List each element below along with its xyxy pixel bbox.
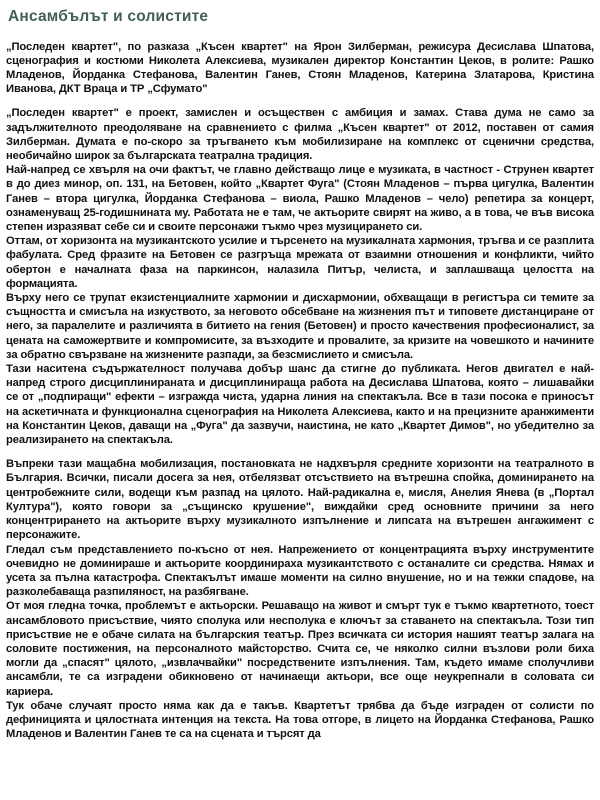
paragraph: „Последен квартет", по разказа „Късен квартет" на Ярон Зилберман, режисура Десислава Шпатова, сценография и костюми Николета Алексиева, музикален директор Константин Цеков, в ролите: Рашко Младенов, Йорданка Стефанова, Валентин Ганев, Стоян Младенов, Катерина Златарова, Кристина Иванова, ДКТ Враца и ТР „Сфумато" [6, 40, 594, 96]
paragraph: Въпреки тази мащабна мобилизация, постановката не надхвърля средните хоризонти на театралното в България. Всички, писали досега за нея, отбелязват отсъствието на вътрешна спойка, доминирането на центробежните сили, водещи към разпад на цялото. Най-радикална е, мисля, Анелия Янева (в „Портал Култура"), която говори за „същинско крушение", виждайки сред основните причини за него концентрирането на актьорите върху музикалното изпълнение и липсата на вътрешен ангажимент с персонажите. [6, 458, 594, 542]
paragraph: Гледал съм представлението по-късно от нея. Напрежението от концентрацията върху инструментите очевидно не доминираше и актьорите координираха музикантството с останалите си средства. Нямах и усета за пълна катастрофа. Спектакълът имаше моменти на силно внушение, но и на тежки спадове, на разколебаваща разпиляност, на разбягване. [6, 543, 594, 599]
paragraph: Тук обаче случаят просто няма как да е такъв. Квартетът трябва да бъде изграден от солисти по дефиницията и цялостната интенция на текста. На това отгоре, в лицето на Йорданка Стефанова, Рашко Младенов и Валентин Ганев те са на сцената и търсят да [6, 699, 594, 741]
paragraph: От моя гледна точка, проблемът е актьорски. Решаващо на живот и смърт тук е тъкмо квартетното, тоест ансамбловото присъствие, чиято сполука или несполука е ключът за ставането на спектакъла. Този тип присъствие не е обаче силата на българския театър. През всичката си история нашият театър залага на соловите постижения, на персоналното майсторство. Счита се, че няколко силни възлови роли биха могли да „спасят" цялото, „извлачвайки" посредствените изпълнения. Там, където имаме сполучливи ансамбли, те са изградени обикновено от начинаещи актьори, все още неукрепнали в соловата си кариера. [6, 600, 594, 698]
paragraph: Върху него се трупат екзистенциалните хармонии и дисхармонии, обхващащи в регистъра си темите за същността и смисъла на изкуството, за неговото обсебване на жизнения път и типовете дистанциране от него, за паралелите и различията в битието на гения (Бетовен) и просто качествения професионалист, за цената на саможертвите и компромисите, за възходите и провалите, за кризите на човешкото и начините за обратно свързване на жизнените разпади, за безсмислието и смисъла. [6, 292, 594, 361]
paragraph: „Последен квартет" е проект, замислен и осъществен с амбиция и замах. Става дума не само за задължителното преодоляване на сравнението с филма „Късен квартет" от 2012, поставен от самия Зилберман. Думата е по-скоро за тръгването към мобилизиране на комплекс от сценични средства, необичайно широк за българската театрална традиция. [6, 107, 594, 163]
article-body [6, 40, 594, 742]
paragraph: Тази наситена съдържателност получава добър шанс да стигне до публиката. Негов двигател е най-напред строго дисциплинираната и дисциплинираща работа на Десислава Шпатова, която – лишавайки се от „подпиращи" ефекти – изгражда чиста, ударна линия на спектакъла. Все в тази посока е приносът на аскетичната и функционална сценография на Николета Алексиева, както и на прецизните аранжименти на Константин Цеков, даващи на „Фуга" да зазвучи, наистина, не като „Квартет Димов", но убедително за реализирането на спектакъла. [6, 363, 594, 447]
page-title: Ансамбълът и солистите [8, 8, 209, 25]
paragraph: Най-напред се хвърля на очи фактът, че главно действащо лице е музиката, в частност - Струнен квартет в до диез минор, оп. 131, на Бетовен, който „Квартет Фуга" (Стоян Младенов – първа цигулка, Валентин Ганев – втора цигулка, Йорданка Стефанова – виола, Рашко Младенов – чело) репетира за концерт, ознаменуващ 25-годишнината му. Работата не е там, че актьорите свирят на живо, а в това, че във висока степен изразяват себе си и своите персонажи тъкмо чрез музицирането си. [6, 164, 594, 234]
paragraph: Оттам, от хоризонта на музикантското усилие и търсенето на музикалната хармония, тръгва и се разплита фабулата. Сред фразите на Бетовен се разгръща мрежата от взаимни отношения и конфликти, чийто обертон е началната фаза на паркинсон, налазила Питър, челиста, и заплашваща целостта на формацията. [6, 235, 594, 290]
